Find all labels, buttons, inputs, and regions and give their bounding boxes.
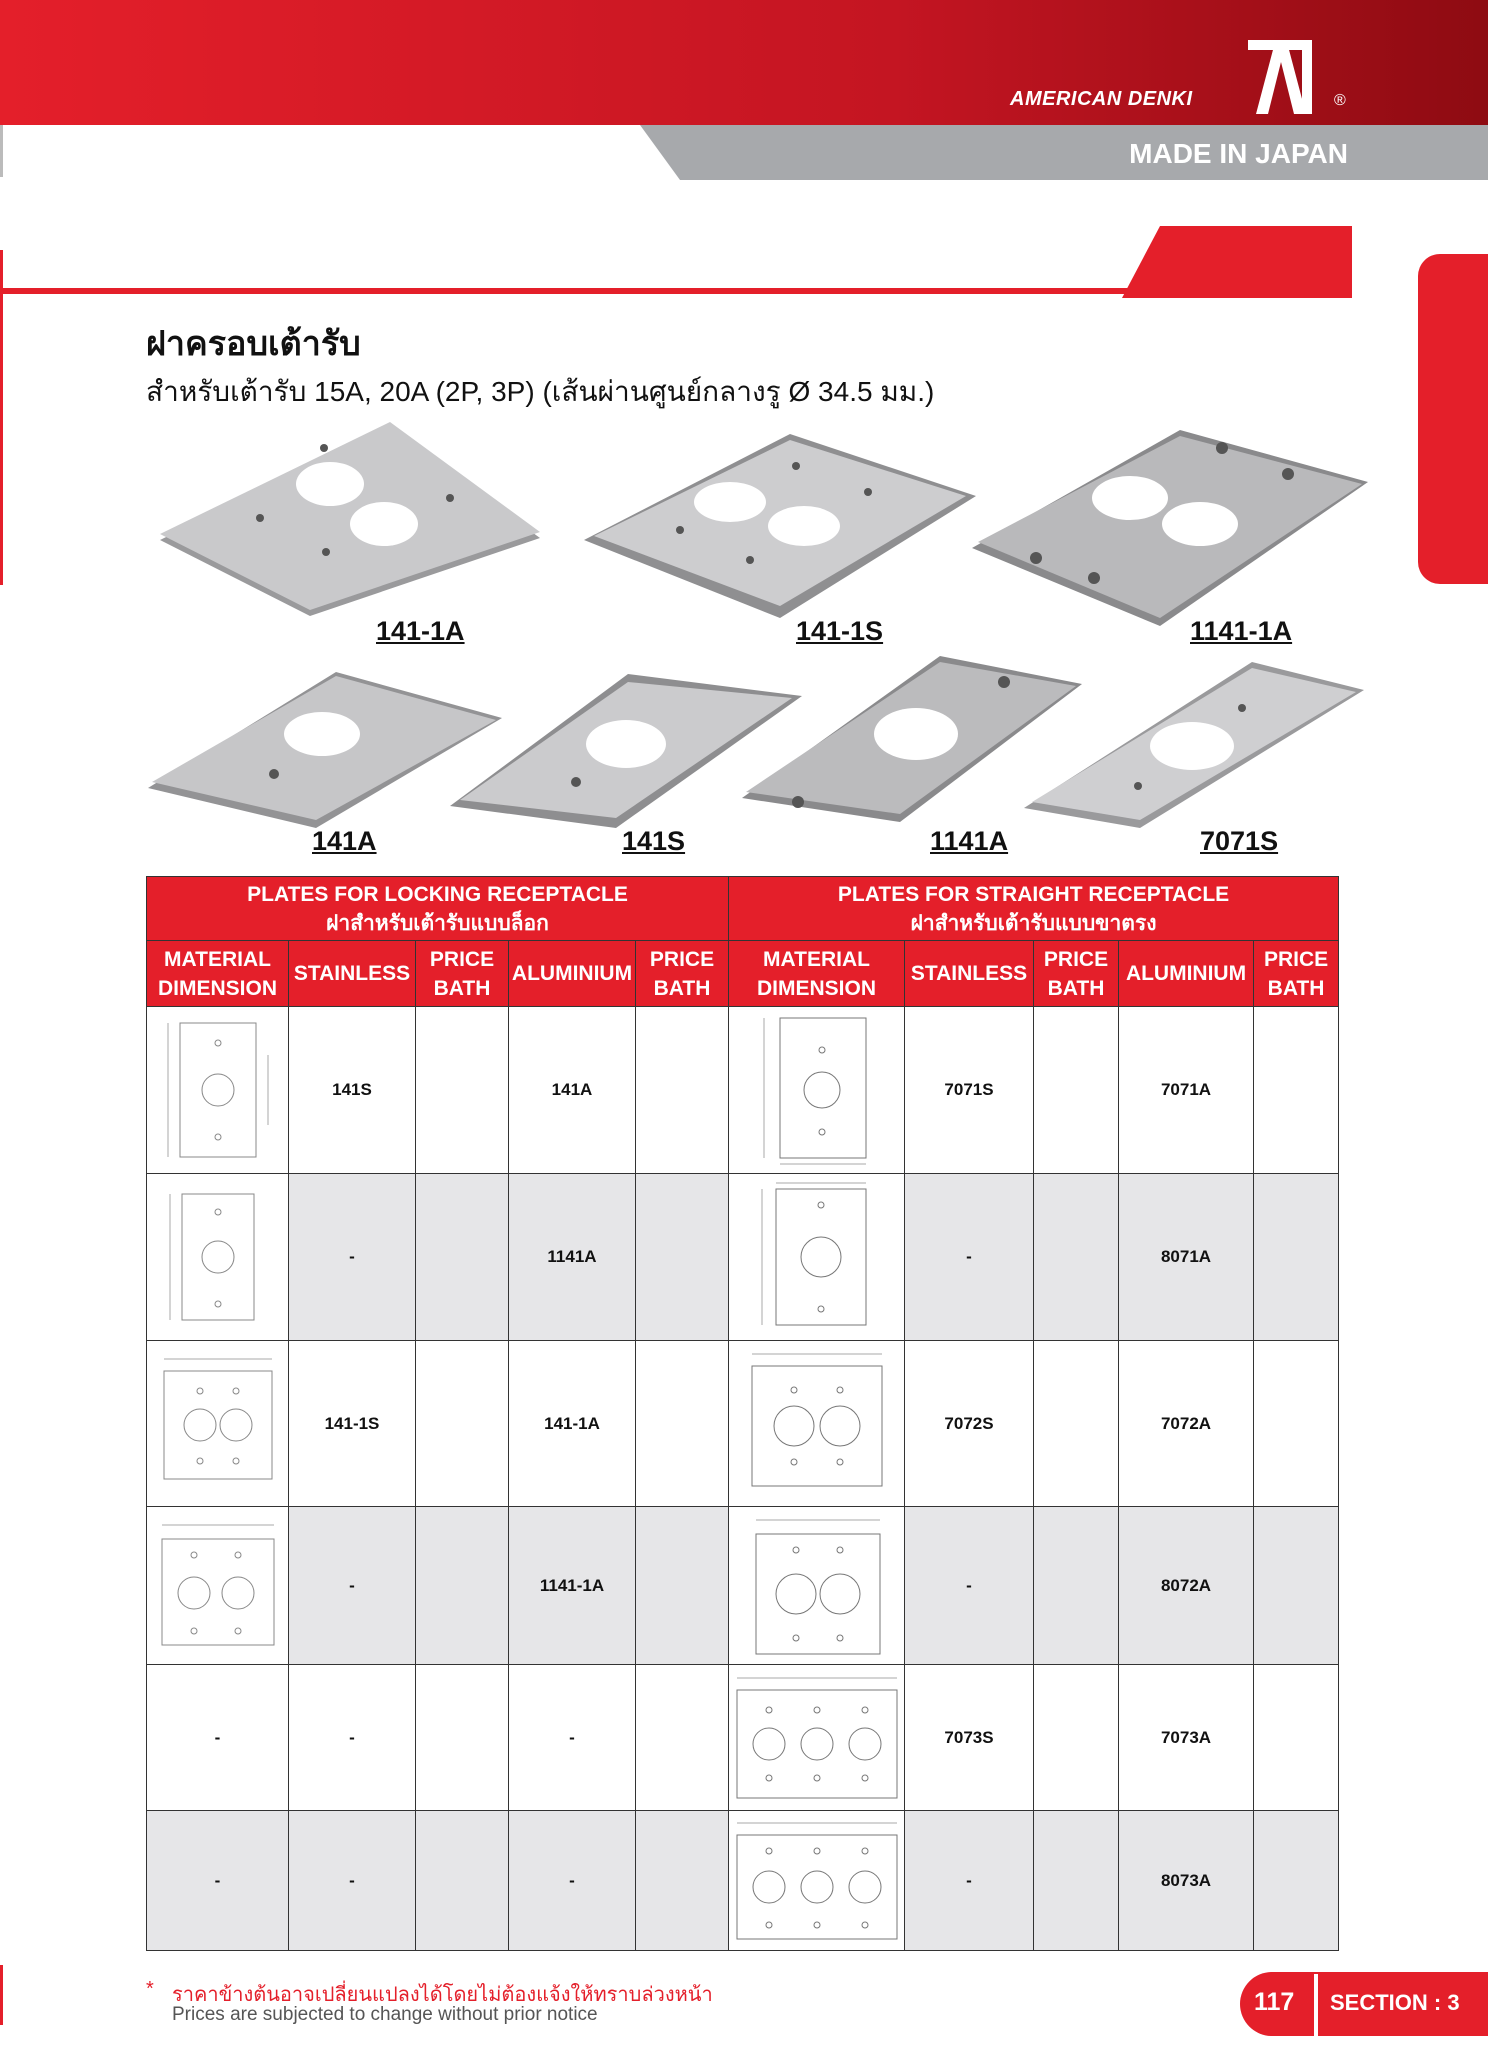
- product-label: 1141-1A: [1190, 616, 1293, 646]
- lock-aluminium-code: 1141-1A: [509, 1507, 636, 1665]
- straight-aluminium-code: 7073A: [1119, 1665, 1254, 1811]
- price-table: [146, 876, 1339, 1951]
- registered-mark: ®: [1334, 92, 1346, 109]
- footnote-thai: ราคาข้างต้นอาจเปลี่ยนแปลงได้โดยไม่ต้องแจ้งให้ทราบล่วงหน้า: [172, 1984, 713, 2006]
- straight-aluminium-code: 7072A: [1119, 1341, 1254, 1507]
- price-cell: [1254, 1174, 1339, 1341]
- price-cell: [1254, 1811, 1339, 1951]
- made-in-japan: MADE IN JAPAN: [1129, 138, 1348, 169]
- group-locking-en: PLATES FOR LOCKING RECEPTACLE: [247, 882, 628, 906]
- table-row: [147, 1507, 1339, 1665]
- col-label: PRICE: [429, 947, 495, 971]
- product-image-1141-1A: [970, 428, 1370, 628]
- group-header-straight: [729, 877, 1339, 941]
- table-row: [147, 1341, 1339, 1507]
- col-label: PRICE: [649, 947, 715, 971]
- table-row: [147, 1811, 1339, 1951]
- col-price: [1034, 941, 1119, 1007]
- section-label: SECTION : 3: [1330, 1990, 1460, 2015]
- lock-aluminium-code: -: [509, 1811, 636, 1951]
- price-cell: [416, 1007, 509, 1174]
- price-cell: [636, 1665, 729, 1811]
- straight-aluminium-code: 7071A: [1119, 1007, 1254, 1174]
- price-cell: [1254, 1665, 1339, 1811]
- product-image-141-1A: [150, 420, 550, 620]
- lock-aluminium-code: 141A: [509, 1007, 636, 1174]
- price-cell: [416, 1665, 509, 1811]
- straight-stainless-code: 7072S: [905, 1341, 1034, 1507]
- group-straight-th: ฝาสำหรับเต้ารับแบบขาตรง: [910, 911, 1157, 935]
- product-label: 141-1S: [796, 616, 884, 646]
- brand-name: AMERICAN DENKI: [1010, 88, 1193, 110]
- lock-stainless-code: -: [289, 1174, 416, 1341]
- table-row: [147, 1665, 1339, 1811]
- straight-aluminium-code: 8071A: [1119, 1174, 1254, 1341]
- price-cell: [416, 1174, 509, 1341]
- straight-stainless-code: -: [905, 1811, 1034, 1951]
- price-cell: [636, 1007, 729, 1174]
- price-cell: [636, 1341, 729, 1507]
- col-label: DIMENSION: [757, 976, 877, 1000]
- dimension-drawing: [147, 1007, 289, 1174]
- dimension-drawing: [729, 1174, 905, 1341]
- col-label: BATH: [653, 976, 711, 1000]
- col-label: DIMENSION: [157, 976, 277, 1000]
- lock-stainless-code: -: [289, 1665, 416, 1811]
- lock-aluminium-code: -: [509, 1665, 636, 1811]
- product-label: 1141A: [930, 826, 1009, 856]
- left-footer-line: [0, 1965, 3, 2025]
- lock-dimension: -: [147, 1811, 289, 1951]
- dimension-drawing: [729, 1007, 905, 1174]
- product-label: 141A: [312, 826, 377, 856]
- product-label: 141S: [622, 826, 686, 856]
- section-side-tab: [1418, 254, 1488, 584]
- price-cell: [1034, 1811, 1119, 1951]
- col-label: MATERIAL: [164, 947, 271, 971]
- col-aluminium: ALUMINIUM: [509, 941, 636, 1007]
- price-cell: [1254, 1507, 1339, 1665]
- american-denki-logo: [1248, 40, 1312, 114]
- page-title: ฝาครอบเต้ารับ: [146, 325, 361, 363]
- left-edge-mark: [0, 125, 3, 177]
- col-price: [636, 941, 729, 1007]
- col-material-dimension: [147, 941, 289, 1007]
- product-label: 141-1A: [376, 616, 465, 646]
- col-material-dimension: [729, 941, 905, 1007]
- group-straight-en: PLATES FOR STRAIGHT RECEPTACLE: [837, 882, 1230, 906]
- price-cell: [416, 1507, 509, 1665]
- straight-aluminium-code: 8073A: [1119, 1811, 1254, 1951]
- col-label: BATH: [1267, 976, 1325, 1000]
- page-badge-divider: [1314, 1974, 1318, 2036]
- dimension-drawing: [147, 1507, 289, 1665]
- footnote-english: Prices are subjected to change without prior notice: [172, 2004, 598, 2025]
- lock-aluminium-code: 1141A: [509, 1174, 636, 1341]
- price-cell: [1034, 1507, 1119, 1665]
- col-label: PRICE: [1263, 947, 1329, 971]
- left-accent-line: [0, 250, 3, 585]
- straight-stainless-code: 7073S: [905, 1665, 1034, 1811]
- dimension-drawing: [729, 1665, 905, 1811]
- col-aluminium: ALUMINIUM: [1119, 941, 1254, 1007]
- price-cell: [636, 1507, 729, 1665]
- col-price: [1254, 941, 1339, 1007]
- table-row: [147, 1007, 1339, 1174]
- straight-stainless-code: -: [905, 1507, 1034, 1665]
- lock-stainless-code: 141S: [289, 1007, 416, 1174]
- col-stainless: STAINLESS: [289, 941, 416, 1007]
- straight-stainless-code: 7071S: [905, 1007, 1034, 1174]
- footnote-star: *: [146, 1978, 154, 2000]
- table-row: [147, 1174, 1339, 1341]
- straight-stainless-code: -: [905, 1174, 1034, 1341]
- price-cell: [1254, 1007, 1339, 1174]
- price-cell: [1254, 1341, 1339, 1507]
- product-label: 7071S: [1200, 826, 1279, 856]
- price-cell: [416, 1341, 509, 1507]
- price-cell: [416, 1811, 509, 1951]
- price-cell: [1034, 1665, 1119, 1811]
- col-label: MATERIAL: [763, 947, 870, 971]
- dimension-drawing: [147, 1341, 289, 1507]
- straight-aluminium-code: 8072A: [1119, 1507, 1254, 1665]
- section-band: [0, 226, 1352, 298]
- price-cell: [1034, 1007, 1119, 1174]
- page-number: 117: [1254, 1988, 1295, 2016]
- price-cell: [636, 1174, 729, 1341]
- price-cell: [1034, 1341, 1119, 1507]
- col-stainless: STAINLESS: [905, 941, 1034, 1007]
- product-image-141-1S: [580, 430, 980, 620]
- price-cell: [636, 1811, 729, 1951]
- product-image-7071S: [1022, 660, 1366, 830]
- col-price: [416, 941, 509, 1007]
- col-label: BATH: [1047, 976, 1105, 1000]
- col-label: PRICE: [1043, 947, 1109, 971]
- lock-aluminium-code: 141-1A: [509, 1341, 636, 1507]
- price-cell: [1034, 1174, 1119, 1341]
- dimension-drawing: [729, 1811, 905, 1951]
- dimension-drawing: [729, 1507, 905, 1665]
- dimension-drawing: [147, 1174, 289, 1341]
- lock-stainless-code: -: [289, 1507, 416, 1665]
- lock-stainless-code: -: [289, 1811, 416, 1951]
- lock-dimension: -: [147, 1665, 289, 1811]
- dimension-drawing: [729, 1341, 905, 1507]
- group-locking-th: ฝาสำหรับเต้ารับแบบล็อก: [326, 911, 549, 935]
- col-label: BATH: [433, 976, 491, 1000]
- group-header-locking: [147, 877, 729, 941]
- lock-stainless-code: 141-1S: [289, 1341, 416, 1507]
- page-subtitle: สำหรับเต้ารับ 15A, 20A (2P, 3P) (เส้นผ่านศูนย์กลางรู Ø 34.5 มม.): [146, 376, 935, 407]
